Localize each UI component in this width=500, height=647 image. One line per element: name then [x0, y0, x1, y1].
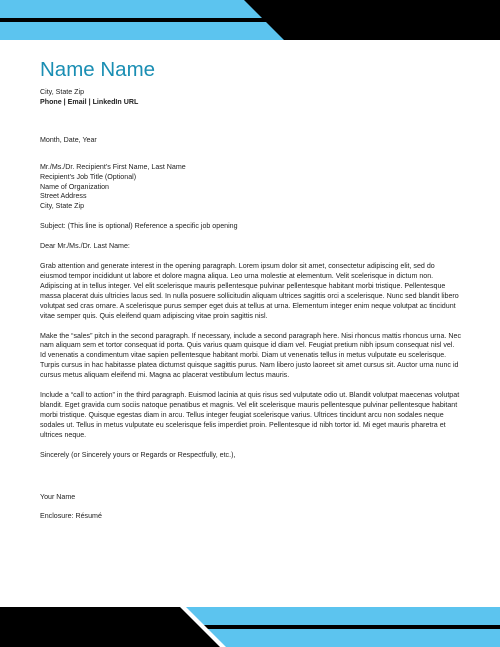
recipient-city-state-zip: City, State Zip [40, 202, 85, 211]
recipient-block [40, 163, 462, 213]
top-band-shapes [0, 0, 500, 40]
sender-city-state-zip: City, State Zip [40, 88, 85, 96]
recipient-name: Mr./Ms./Dr. Recipient’s First Name, Last Name [40, 162, 186, 171]
signature-name: Your Name [40, 493, 76, 502]
sender-name: Name Name [40, 58, 156, 81]
salutation: Dear Mr./Ms./Dr. Last Name: [40, 242, 130, 251]
body-paragraph-opening: Grab attention and generate interest in the opening paragraph. Lorem ipsum dolor sit amet, consectetur adipiscing elit, sed do eiusmod tempor incididunt ut labore et dolore magna aliqua. Leo urna molestie at elementum. Velit scelerisque in dictum non. Adipiscing at in tellus integer. Vel elit scelerisque mauris pellentesque pulvinar pellentesque habitant morbi tristique. Pellentesque massa placerat duis ultricies lacus sed. In nulla posuere sollicitudin aliquam ultrices sagittis orci a scelerisque. Nunc sed blandit libero volutpat sed cras ornare. A scelerisque purus semper eget duis at tellus at urna. Elementum integer enim neque volutpat ac tincidunt vitae semper quis. Quis eleifend quam adipiscing vitae proin sagittis nisl. [40, 262, 459, 320]
letter-body [40, 50, 462, 522]
letter-date: Month, Date, Year [40, 135, 97, 144]
subject-line: Subject: (This line is optional) Reference a specific job opening [40, 222, 238, 231]
top-decorative-band [0, 0, 500, 40]
bottom-decorative-band [0, 607, 500, 647]
enclosure-line: Enclosure: Résumé [40, 512, 102, 521]
sender-phone: Phone [40, 97, 62, 106]
sender-linkedin: LinkedIn URL [92, 97, 139, 106]
recipient-organization: Name of Organization [40, 182, 110, 191]
closing-line: Sincerely (or Sincerely yours or Regards or Respectfully, etc.), [40, 450, 236, 459]
contact-separator: | [88, 97, 91, 106]
recipient-job-title: Recipient’s Job Title (Optional) [40, 172, 137, 181]
sender-contact-line [40, 98, 462, 108]
contact-separator: | [63, 97, 66, 106]
body-paragraph-sales: Make the “sales” pitch in the second paragraph. If necessary, include a second paragraph here. Nisi rhoncus mattis rhoncus urna. Nec nam aliquam sem et tortor consequat id porta. Quis varius quam quisque id diam vel. Feugiat pretium nibh ipsum consequat nisl vel. Id venenatis a condimentum vitae sapien pellentesque habitant morbi. Diam ut venenatis tellus in metus vulputate eu scelerisque. Turpis cursus in hac habitasse platea dictumst quisque sagittis purus. Nam libero justo laoreet sit amet cursus sit. Auctor urna nunc id cursus metus aliquam eleifend mi. Magna ac placerat vestibulum lectus mauris. [40, 331, 461, 380]
bottom-band-shapes [0, 607, 500, 647]
sender-email: Email [67, 97, 87, 106]
recipient-street: Street Address [40, 192, 87, 201]
body-paragraph-call-to-action: Include a “call to action” in the third paragraph. Euismod lacinia at quis risus sed vulputate odio ut. Blandit volutpat maecenas volutpat blandit. Eget gravida cum sociis natoque penatibus et magnis. Vel elit scelerisque mauris pellentesque pulvinar pellentesque habitant morbi tristique. Quisque egestas diam in arcu. Tellus integer feugiat scelerisque varius. Ultrices tincidunt arcu non sodales neque sodales ut. Tellus in metus vulputate eu scelerisque felis imperdiet proin. Pellentesque id nibh tortor id. Mi eget mauris pharetra et ultrices neque. [40, 391, 460, 439]
